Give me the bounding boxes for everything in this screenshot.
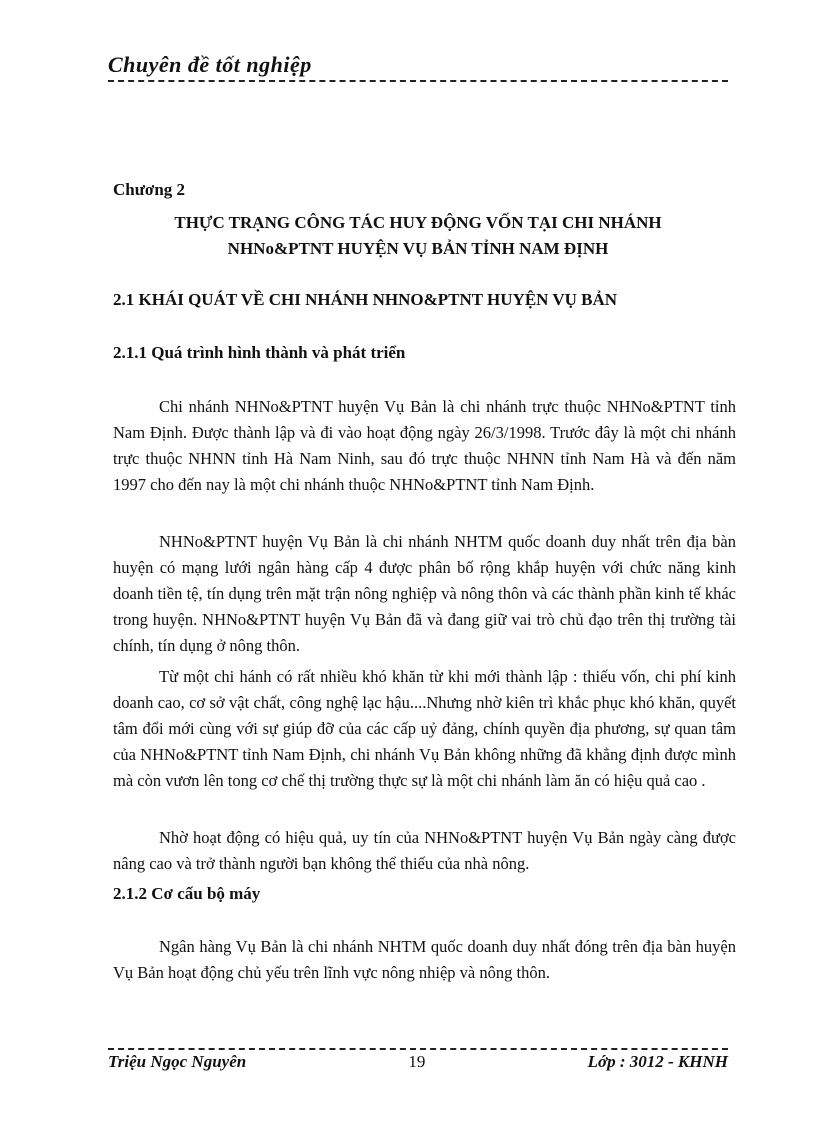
chapter-title-line-1: THỰC TRẠNG CÔNG TÁC HUY ĐỘNG VỐN TẠI CHI NHÁNH (174, 213, 662, 232)
paragraph: Ngân hàng Vụ Bản là chi nhánh NHTM quốc doanh duy nhất đóng trên địa bàn huyện Vụ Bản hoạt động chủ yếu trên lĩnh vực nông nhiệp và nông thôn. (113, 937, 736, 982)
chapter-label: Chương 2 (113, 180, 186, 199)
header-title: Chuyên đề tốt nghiệp (108, 52, 312, 77)
paragraph: Nhờ hoạt động có hiệu quả, uy tín của NHNo&PTNT huyện Vụ Bản ngày càng được nâng cao và trở thành người bạn không thể thiếu của nhà nông. (113, 828, 736, 873)
footer-class: Lớp : 3012 - KHNH (587, 1052, 728, 1071)
page-number: 19 (408, 1052, 426, 1071)
chapter-title-line-2: NHNo&PTNT HUYỆN VỤ BẢN TỈNH NAM ĐỊNH (227, 239, 609, 258)
page-header (108, 52, 728, 82)
paragraph: Chi nhánh NHNo&PTNT huyện Vụ Bản là chi nhánh trực thuộc NHNo&PTNT tỉnh Nam Định. Được thành lập và đi vào hoạt động ngày 26/3/1998. Trước đây là một chi nhánh trực thuộc NHNN tỉnh Hà Nam Ninh, sau đó trực thuộc NHNN tỉnh Nam Hà và đến năm 1997 cho đến nay là một chi nhánh thuộc NHNo&PTNT tỉnh Nam Định. (113, 397, 736, 494)
paragraph: Từ một chi hánh có rất nhiều khó khăn từ khi mới thành lập : thiếu vốn, chi phí kinh doanh cao, cơ sở vật chất, công nghệ lạc hậu....Nhưng nhờ kiên trì khắc phục khó khăn, quyết tâm đổi mới cùng với sự giúp đỡ của các cấp uỷ đảng, chính quyền địa phương, sự quan tâm của NHNo&PTNT tỉnh Nam Định, chi nhánh Vụ Bản không những đã khẳng định được mình mà còn vươn lên tong cơ chế thị trường thực sự là một chi nhánh làm ăn có hiệu quả cao . (113, 667, 736, 790)
header-divider (108, 80, 728, 82)
section-heading-2-1: 2.1 KHÁI QUÁT VỀ CHI NHÁNH NHNO&PTNT HUYỆN VỤ BẢN (113, 290, 618, 309)
section-heading-2-1-2: 2.1.2 Cơ cấu bộ máy (113, 884, 261, 903)
section-heading-2-1-1: 2.1.1 Quá trình hình thành và phát triển (113, 343, 406, 362)
paragraph: NHNo&PTNT huyện Vụ Bản là chi nhánh NHTM quốc doanh duy nhất trên địa bàn huyện có mạng lưới ngân hàng cấp 4 được phân bố rộng khắp huyện với chức năng kinh doanh tiền tệ, tín dụng trên mặt trận nông nghiệp và nông thôn và các thành phần kinh tế khác trong huyện. NHNo&PTNT huyện Vụ Bản đã và đang giữ vai trò chủ đạo trên thị trường tài chính, tín dụng ở nông thôn. (113, 532, 736, 655)
page-footer (108, 1048, 728, 1072)
chapter-title (108, 210, 728, 262)
footer-divider (108, 1048, 728, 1050)
footer-author: Triệu Ngọc Nguyên (108, 1052, 247, 1071)
